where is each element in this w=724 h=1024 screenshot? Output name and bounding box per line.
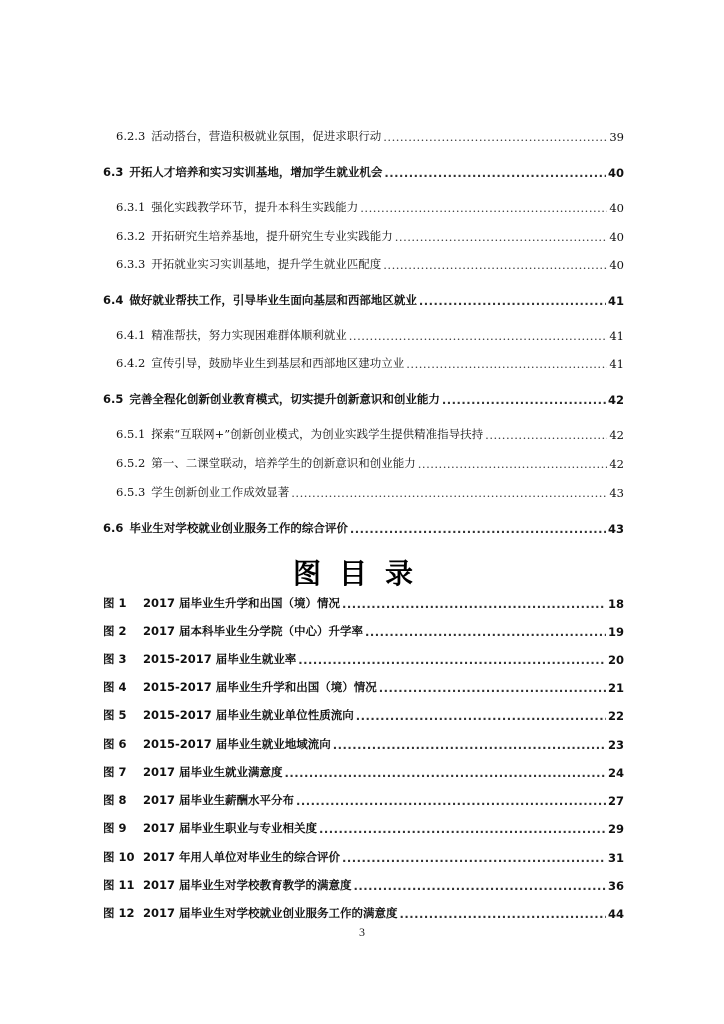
- figure-page: 36: [607, 879, 624, 893]
- leader-dots: [485, 428, 607, 442]
- figure-entry[interactable]: [103, 820, 624, 836]
- toc-section[interactable]: [103, 391, 624, 407]
- figure-page: 18: [607, 597, 624, 611]
- toc-entry-title: 宣传引导，鼓励毕业生到基层和西部地区建功立业: [151, 356, 405, 370]
- leader-dots: [319, 822, 606, 836]
- toc-entry-page: 40: [609, 258, 624, 272]
- figure-page: 20: [607, 653, 624, 667]
- leader-dots: [350, 522, 606, 536]
- figure-entry[interactable]: [103, 595, 624, 611]
- leader-dots: [406, 357, 607, 371]
- figure-entry[interactable]: [103, 736, 624, 752]
- leader-dots: [285, 766, 606, 780]
- leader-dots: [442, 393, 606, 407]
- toc-entry[interactable]: [116, 426, 624, 442]
- figure-number: 图 7: [103, 765, 127, 779]
- leader-dots: [379, 681, 606, 695]
- figure-number: 图 6: [103, 737, 127, 751]
- page-number: 3: [359, 925, 365, 939]
- figure-page: 24: [607, 766, 624, 780]
- toc-section-page: 40: [607, 166, 624, 180]
- figure-title: 2017 届毕业生对学校教育教学的满意度: [143, 878, 352, 892]
- toc-section-page: 43: [607, 522, 624, 536]
- toc-section-title: 开拓人才培养和实习实训基地，增加学生就业机会: [129, 165, 383, 179]
- figure-number: 图 9: [103, 821, 127, 835]
- figure-number: 图 11: [103, 878, 135, 892]
- leader-dots: [419, 294, 606, 308]
- toc-entry-title: 精准帮扶，努力实现困难群体顺利就业: [151, 328, 347, 342]
- figure-entry[interactable]: [103, 623, 624, 639]
- toc-entry-page: 39: [609, 130, 624, 144]
- figure-title: 2017 届本科毕业生分学院（中心）升学率: [143, 624, 364, 638]
- figure-number: 图 1: [103, 596, 127, 610]
- figure-page: 27: [607, 794, 624, 808]
- toc-section-page: 42: [607, 393, 624, 407]
- toc-section-title: 完善全程化创新创业教育模式，切实提升创新意识和创业能力: [129, 392, 440, 406]
- toc-entry[interactable]: [116, 355, 624, 371]
- toc-section-number: 6.6: [103, 521, 124, 535]
- figure-title: 2017 届毕业生对学校就业创业服务工作的满意度: [143, 906, 398, 920]
- leader-dots: [418, 457, 608, 471]
- figure-entry[interactable]: [103, 651, 624, 667]
- toc-section-number: 6.5: [103, 392, 124, 406]
- figure-page: 29: [607, 822, 624, 836]
- toc-entry-page: 42: [609, 428, 624, 442]
- toc-section[interactable]: [103, 520, 624, 536]
- figure-number: 图 5: [103, 708, 127, 722]
- toc-entry-number: 6.4.2: [116, 356, 146, 370]
- leader-dots: [365, 625, 606, 639]
- toc-entry-title: 第一、二课堂联动，培养学生的创新意识和创业能力: [151, 456, 416, 470]
- leader-dots: [298, 653, 606, 667]
- figure-number: 图 4: [103, 680, 127, 694]
- toc-section-title: 做好就业帮扶工作，引导毕业生面向基层和西部地区就业: [129, 293, 417, 307]
- figure-title: 2017 届毕业生就业满意度: [143, 765, 283, 779]
- figure-page: 23: [607, 738, 624, 752]
- toc-entry-title: 开拓研究生培养基地，提升研究生专业实践能力: [151, 229, 393, 243]
- figure-title: 2017 届毕业生职业与专业相关度: [143, 821, 318, 835]
- toc-entry-page: 43: [609, 486, 624, 500]
- figure-title: 2015-2017 届毕业生升学和出国（境）情况: [143, 680, 377, 694]
- figure-page: 19: [607, 625, 624, 639]
- toc-entry-number: 6.3.2: [116, 229, 146, 243]
- figure-entry[interactable]: [103, 679, 624, 695]
- toc-entry-title: 学生创新创业工作成效显著: [151, 485, 290, 499]
- toc-entry-page: 40: [609, 201, 624, 215]
- toc-entry-title: 探索“互联网+”创新创业模式，为创业实践学生提供精准指导扶持: [151, 427, 484, 441]
- toc-entry[interactable]: [116, 199, 624, 215]
- toc-entry-title: 开拓就业实习实训基地，提升学生就业匹配度: [151, 257, 382, 271]
- figure-number: 图 2: [103, 624, 127, 638]
- toc-entry[interactable]: [116, 484, 624, 500]
- toc-entry-number: 6.5.2: [116, 456, 146, 470]
- figure-page: 31: [607, 851, 624, 865]
- figure-number: 图 12: [103, 906, 135, 920]
- leader-dots: [356, 709, 606, 723]
- toc-section-page: 41: [607, 294, 624, 308]
- toc-entry-number: 6.5.1: [116, 427, 146, 441]
- toc-entry-number: 6.4.1: [116, 328, 146, 342]
- figure-number: 图 8: [103, 793, 127, 807]
- figure-list-heading: 图目录: [292, 557, 431, 590]
- leader-dots: [400, 907, 606, 921]
- leader-dots: [383, 258, 607, 272]
- figure-page: 22: [607, 709, 624, 723]
- leader-dots: [291, 486, 607, 500]
- figure-number: 图 3: [103, 652, 127, 666]
- toc-entry[interactable]: [116, 455, 624, 471]
- leader-dots: [333, 738, 606, 752]
- figure-title: 2015-2017 届毕业生就业单位性质流向: [143, 708, 354, 722]
- leader-dots: [395, 230, 608, 244]
- figure-entry[interactable]: [103, 792, 624, 808]
- toc-entry-page: 42: [609, 457, 624, 471]
- figure-page: 21: [607, 681, 624, 695]
- toc-entry-page: 40: [609, 230, 624, 244]
- figure-page: 44: [607, 907, 624, 921]
- toc-entry-page: 41: [609, 357, 624, 371]
- figure-title: 2017 年用人单位对毕业生的综合评价: [143, 850, 341, 864]
- toc-entry[interactable]: [116, 228, 624, 244]
- figure-entry[interactable]: [103, 764, 624, 780]
- toc-entry-number: 6.2.3: [116, 129, 146, 143]
- figure-entry[interactable]: [103, 707, 624, 723]
- figure-entry[interactable]: [103, 877, 624, 893]
- leader-dots: [354, 879, 606, 893]
- leader-dots: [342, 597, 606, 611]
- leader-dots: [383, 130, 607, 144]
- figure-title: 2015-2017 届毕业生就业地域流向: [143, 737, 331, 751]
- toc-section-number: 6.3: [103, 165, 124, 179]
- toc-section[interactable]: [103, 164, 624, 180]
- toc-entry-number: 6.3.3: [116, 257, 146, 271]
- toc-entry-title: 强化实践教学环节，提升本科生实践能力: [151, 200, 359, 214]
- toc-entry[interactable]: [116, 256, 624, 272]
- leader-dots: [296, 794, 606, 808]
- figure-entry[interactable]: [103, 849, 624, 865]
- leader-dots: [360, 201, 607, 215]
- figure-number: 图 10: [103, 850, 135, 864]
- toc-section-number: 6.4: [103, 293, 124, 307]
- figure-title: 2017 届毕业生薪酬水平分布: [143, 793, 295, 807]
- toc-entry-number: 6.5.3: [116, 485, 146, 499]
- leader-dots: [384, 166, 606, 180]
- toc-section[interactable]: [103, 292, 624, 308]
- figure-title: 2015-2017 届毕业生就业率: [143, 652, 297, 666]
- leader-dots: [349, 329, 608, 343]
- toc-entry[interactable]: [116, 128, 624, 144]
- figure-entry[interactable]: [103, 905, 624, 921]
- toc-entry[interactable]: [116, 327, 624, 343]
- toc-entry-title: 活动搭台，营造积极就业氛围，促进求职行动: [151, 129, 382, 143]
- figure-title: 2017 届毕业生升学和出国（境）情况: [143, 596, 341, 610]
- toc-entry-page: 41: [609, 329, 624, 343]
- leader-dots: [342, 851, 606, 865]
- toc-section-title: 毕业生对学校就业创业服务工作的综合评价: [129, 521, 348, 535]
- toc-entry-number: 6.3.1: [116, 200, 146, 214]
